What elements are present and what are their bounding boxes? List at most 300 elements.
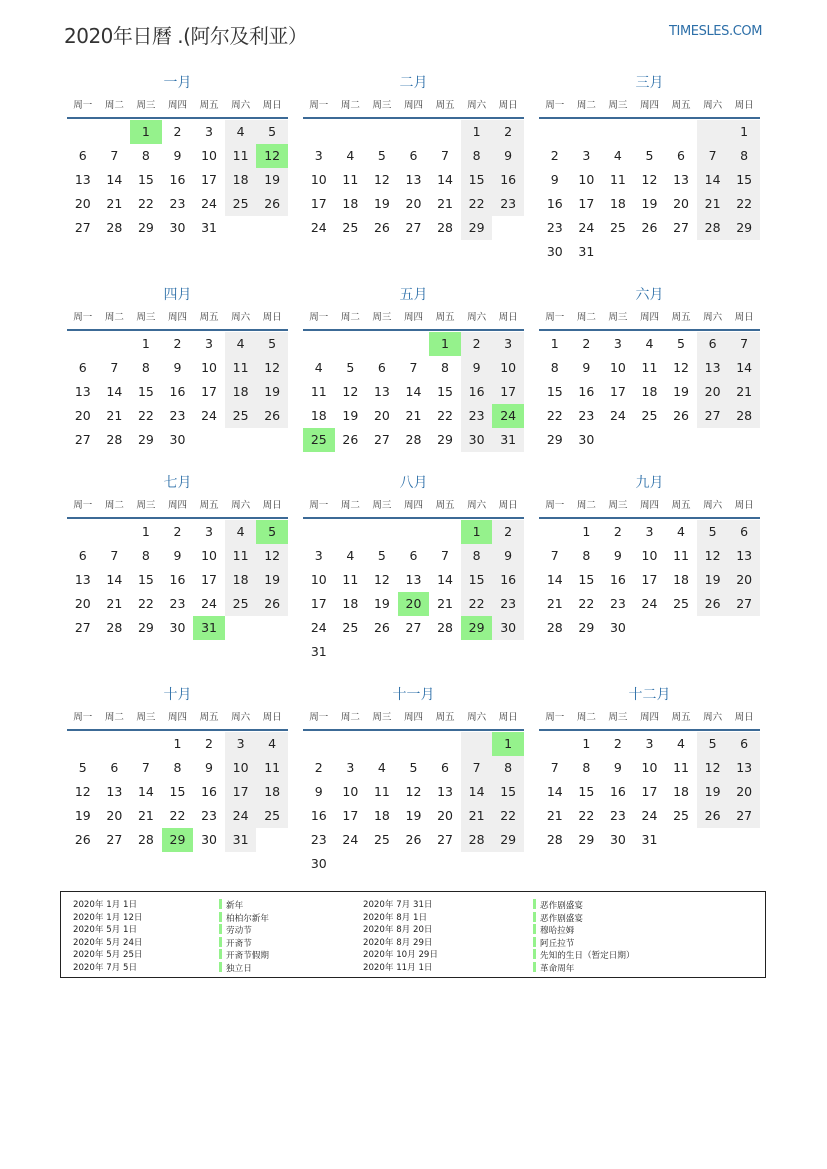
empty-cell [398, 120, 430, 144]
weekday-label: 周三 [136, 712, 156, 723]
days-grid [303, 120, 524, 240]
weekday-header [67, 494, 288, 519]
day-cell: 3 [613, 336, 622, 351]
days-grid [67, 120, 288, 240]
weekday-label: 周六 [467, 100, 487, 111]
day-cell: 21 [437, 196, 453, 211]
holiday-day-cell: 24 [492, 404, 524, 428]
weekday-label: 周一 [309, 500, 329, 511]
weekday-label: 周一 [545, 312, 565, 323]
day-cell: 30 [609, 832, 626, 847]
day-cell: 9 [613, 548, 622, 563]
weekday-label: 周六 [231, 312, 251, 323]
holiday-color-marker [533, 949, 536, 959]
day-cell: 20 [728, 780, 760, 804]
day-cell: 12 [373, 172, 390, 187]
day-cell: 26 [256, 192, 288, 216]
day-cell: 24 [578, 220, 595, 235]
day-cell: 4 [645, 336, 654, 351]
day-cell: 2 [205, 736, 213, 751]
day-cell: 11 [225, 144, 257, 168]
day-cell: 26 [74, 832, 91, 847]
day-cell: 20 [74, 408, 91, 423]
empty-cell [99, 520, 131, 544]
day-cell: 5 [645, 148, 654, 163]
day-cell: 6 [441, 760, 449, 775]
day-cell: 15 [461, 568, 493, 592]
holiday-day-cell: 29 [461, 616, 493, 640]
day-cell: 24 [342, 832, 359, 847]
day-cell: 10 [201, 548, 217, 563]
day-cell: 6 [78, 548, 87, 563]
day-cell: 15 [546, 384, 563, 399]
day-cell: 26 [641, 220, 658, 235]
day-cell: 9 [173, 360, 182, 375]
weekday-header [303, 306, 524, 331]
day-cell: 22 [137, 596, 154, 611]
day-cell: 16 [461, 380, 493, 404]
day-cell: 16 [492, 168, 524, 192]
day-cell: 14 [546, 572, 563, 587]
legend-date: 2020年 7月 31日 [363, 900, 433, 910]
month-block [67, 284, 288, 452]
day-cell: 17 [342, 808, 359, 823]
weekday-label: 周日 [734, 100, 754, 111]
day-cell: 25 [225, 192, 257, 216]
day-cell: 3 [645, 524, 654, 539]
weekday-label: 周五 [435, 312, 455, 323]
weekday-label: 周三 [608, 712, 628, 723]
day-cell: 16 [609, 572, 626, 587]
day-cell: 20 [728, 568, 760, 592]
empty-cell [602, 120, 634, 144]
day-cell: 3 [314, 548, 323, 563]
day-cell: 8 [582, 760, 591, 775]
weekday-label: 周三 [608, 500, 628, 511]
day-cell: 9 [314, 784, 323, 799]
day-cell: 22 [137, 196, 154, 211]
weekday-label: 周二 [104, 100, 124, 111]
day-cell: 23 [546, 220, 563, 235]
day-cell: 28 [106, 432, 123, 447]
weekday-label: 周三 [372, 500, 392, 511]
day-cell: 10 [641, 548, 658, 563]
day-cell: 24 [641, 808, 658, 823]
day-cell: 13 [405, 172, 422, 187]
legend-holiday-name: 柏柏尔新年 [226, 913, 269, 924]
days-grid [303, 520, 524, 664]
day-cell: 20 [405, 196, 422, 211]
empty-cell [429, 120, 461, 144]
month-name: 十月 [163, 687, 192, 703]
day-cell: 23 [310, 832, 327, 847]
day-cell: 14 [137, 784, 154, 799]
weekday-label: 周二 [340, 312, 360, 323]
legend-date: 2020年 10月 29日 [363, 950, 438, 961]
day-cell: 22 [728, 192, 760, 216]
day-cell: 30 [310, 856, 327, 871]
days-grid [539, 120, 760, 264]
day-cell: 22 [437, 408, 453, 423]
holiday-day-cell: 31 [193, 616, 225, 640]
holiday-color-marker [533, 937, 536, 947]
holiday-day-cell: 12 [256, 144, 288, 168]
day-cell: 9 [461, 356, 493, 380]
weekday-header [67, 306, 288, 331]
empty-cell [398, 732, 430, 756]
month-block [303, 284, 524, 452]
day-cell: 20 [106, 808, 123, 823]
day-cell: 22 [461, 192, 493, 216]
holiday-day-cell: 1 [492, 732, 524, 756]
holiday-day-cell: 1 [130, 120, 162, 144]
weekday-label: 周二 [104, 500, 124, 511]
day-cell: 9 [492, 544, 524, 568]
day-cell: 30 [492, 616, 524, 640]
day-cell: 13 [673, 172, 689, 187]
holiday-day-cell: 25 [303, 428, 335, 452]
empty-cell [335, 732, 367, 756]
day-cell: 6 [677, 148, 685, 163]
weekday-label: 周三 [372, 312, 392, 323]
day-cell: 9 [173, 548, 182, 563]
day-cell: 25 [609, 220, 626, 235]
day-cell: 18 [225, 568, 257, 592]
day-cell: 6 [728, 520, 760, 544]
legend-date: 2020年 5月 1日 [73, 925, 138, 936]
empty-cell [99, 332, 131, 356]
day-cell: 14 [405, 384, 422, 399]
empty-cell [130, 732, 162, 756]
weekday-label: 周二 [104, 312, 124, 323]
legend-holiday-name: 阿丘拉节 [540, 938, 575, 949]
day-cell: 27 [405, 620, 422, 635]
empty-cell [539, 732, 571, 756]
empty-cell [99, 732, 131, 756]
weekday-label: 周六 [467, 312, 487, 323]
day-cell: 18 [342, 596, 359, 611]
legend-date: 2020年 8月 1日 [363, 912, 428, 923]
legend-holiday-name: 独立日 [226, 963, 252, 974]
day-cell: 24 [609, 408, 626, 423]
weekday-label: 周二 [576, 100, 596, 111]
day-cell: 13 [728, 544, 760, 568]
month-name: 六月 [635, 287, 664, 303]
weekday-label: 周一 [73, 712, 93, 723]
day-cell: 24 [225, 804, 257, 828]
day-cell: 11 [256, 756, 288, 780]
weekday-label: 周六 [467, 500, 487, 511]
day-cell: 14 [546, 784, 563, 799]
day-cell: 30 [578, 432, 595, 447]
day-cell: 26 [697, 592, 729, 616]
day-cell: 26 [256, 592, 288, 616]
weekday-label: 周五 [199, 100, 219, 111]
weekday-label: 周六 [703, 312, 723, 323]
days-grid [303, 732, 524, 876]
day-cell: 17 [201, 572, 217, 587]
brand-logo[interactable]: TIMESLES.COM [669, 24, 763, 39]
day-cell: 29 [461, 216, 493, 240]
empty-cell [303, 120, 335, 144]
day-cell: 12 [697, 756, 729, 780]
day-cell: 7 [550, 760, 559, 775]
day-cell: 6 [697, 332, 729, 356]
day-cell: 14 [697, 168, 729, 192]
day-cell: 8 [461, 144, 493, 168]
month-name: 五月 [399, 287, 428, 303]
day-cell: 30 [169, 432, 186, 447]
day-cell: 8 [461, 544, 493, 568]
day-cell: 27 [697, 404, 729, 428]
empty-cell [429, 732, 461, 756]
day-cell: 31 [641, 832, 658, 847]
weekday-label: 周四 [639, 312, 659, 323]
month-name: 十二月 [628, 687, 671, 703]
holiday-legend [60, 891, 766, 978]
empty-cell [539, 120, 571, 144]
day-cell: 1 [550, 336, 559, 351]
day-cell: 31 [492, 428, 524, 452]
weekday-label: 周二 [576, 500, 596, 511]
day-cell: 23 [578, 408, 595, 423]
weekday-label: 周日 [262, 100, 282, 111]
day-cell: 5 [256, 332, 288, 356]
day-cell: 10 [578, 172, 595, 187]
legend-holiday-name: 恶作剧盛宴 [540, 901, 583, 911]
weekday-label: 周一 [545, 500, 565, 511]
day-cell: 7 [141, 760, 150, 775]
weekday-label: 周四 [403, 712, 423, 723]
day-cell: 13 [405, 572, 422, 587]
weekday-label: 周三 [608, 312, 628, 323]
day-cell: 1 [173, 736, 182, 751]
month-name: 九月 [635, 475, 664, 491]
legend-holiday-name: 穆哈拉姆 [540, 926, 575, 937]
day-cell: 22 [137, 408, 154, 423]
day-cell: 8 [728, 144, 760, 168]
day-cell: 19 [74, 808, 91, 823]
day-cell: 11 [342, 572, 359, 587]
holiday-color-marker [533, 899, 536, 909]
holiday-day-cell: 5 [256, 520, 288, 544]
day-cell: 29 [137, 432, 154, 447]
empty-cell [429, 520, 461, 544]
legend-holiday-name: 开斋节假期 [226, 951, 269, 962]
day-cell: 13 [106, 784, 123, 799]
day-cell: 12 [405, 784, 422, 799]
day-cell: 10 [310, 172, 327, 187]
month-name: 七月 [163, 475, 192, 491]
day-cell: 4 [377, 760, 386, 775]
empty-cell [335, 520, 367, 544]
day-cell: 19 [697, 780, 729, 804]
day-cell: 20 [673, 196, 689, 211]
weekday-label: 周四 [639, 500, 659, 511]
day-cell: 12 [256, 544, 288, 568]
holiday-color-marker [219, 924, 222, 934]
day-cell: 28 [697, 216, 729, 240]
legend-entry [533, 924, 635, 937]
empty-cell [99, 120, 131, 144]
legend-entry [219, 937, 269, 950]
day-cell: 12 [673, 360, 689, 375]
day-cell: 17 [201, 172, 217, 187]
day-cell: 27 [373, 432, 390, 447]
weekday-label: 周日 [498, 312, 518, 323]
weekday-label: 周四 [403, 312, 423, 323]
legend-entry [533, 962, 635, 975]
day-cell: 27 [74, 220, 91, 235]
day-cell: 9 [205, 760, 213, 775]
empty-cell [398, 332, 430, 356]
weekday-header [67, 706, 288, 731]
day-cell: 27 [405, 220, 422, 235]
day-cell: 25 [225, 592, 257, 616]
day-cell: 29 [437, 432, 453, 447]
legend-entry [219, 924, 269, 937]
day-cell: 16 [492, 568, 524, 592]
weekday-label: 周六 [467, 712, 487, 723]
calendar-grid [67, 72, 760, 882]
day-cell: 3 [205, 336, 213, 351]
empty-cell [634, 120, 666, 144]
day-cell: 8 [141, 148, 150, 163]
day-cell: 19 [697, 568, 729, 592]
weekday-label: 周三 [608, 100, 628, 111]
day-cell: 26 [373, 620, 390, 635]
day-cell: 2 [613, 524, 622, 539]
day-cell: 23 [169, 596, 186, 611]
month-block [539, 684, 760, 852]
weekday-label: 周一 [73, 312, 93, 323]
day-cell: 5 [377, 548, 386, 563]
weekday-label: 周六 [703, 500, 723, 511]
weekday-label: 周五 [435, 500, 455, 511]
day-cell: 2 [613, 736, 622, 751]
day-cell: 13 [728, 756, 760, 780]
day-cell: 8 [492, 756, 524, 780]
day-cell: 25 [342, 620, 359, 635]
day-cell: 24 [310, 620, 327, 635]
day-cell: 9 [613, 760, 622, 775]
day-cell: 25 [225, 404, 257, 428]
days-grid [539, 520, 760, 640]
weekday-label: 周二 [340, 500, 360, 511]
day-cell: 21 [697, 192, 729, 216]
day-cell: 6 [728, 732, 760, 756]
empty-cell [303, 332, 335, 356]
weekday-label: 周五 [199, 312, 219, 323]
day-cell: 1 [582, 736, 591, 751]
day-cell: 29 [137, 220, 154, 235]
day-cell: 31 [225, 828, 257, 852]
legend-names-left [219, 899, 269, 975]
legend-holiday-name: 开斋节 [226, 938, 252, 949]
month-block [67, 472, 288, 640]
day-cell: 18 [641, 384, 658, 399]
day-cell: 12 [74, 784, 91, 799]
day-cell: 2 [461, 332, 493, 356]
holiday-color-marker [533, 924, 536, 934]
day-cell: 2 [173, 124, 182, 139]
day-cell: 11 [225, 356, 257, 380]
day-cell: 23 [169, 196, 186, 211]
day-cell: 28 [728, 404, 760, 428]
day-cell: 4 [225, 332, 257, 356]
empty-cell [366, 332, 398, 356]
weekday-header [539, 94, 760, 119]
page-title: 2020年日曆 .(阿尔及利亚） [64, 24, 308, 48]
day-cell: 3 [645, 736, 654, 751]
day-cell: 14 [728, 356, 760, 380]
weekday-label: 周日 [498, 712, 518, 723]
day-cell: 14 [437, 572, 453, 587]
day-cell: 23 [201, 808, 217, 823]
day-cell: 14 [437, 172, 453, 187]
day-cell: 10 [609, 360, 626, 375]
day-cell: 7 [110, 548, 119, 563]
day-cell: 3 [492, 332, 524, 356]
day-cell: 29 [137, 620, 154, 635]
legend-entry [219, 912, 269, 925]
day-cell: 20 [437, 808, 453, 823]
day-cell: 6 [409, 548, 418, 563]
day-cell: 29 [578, 832, 595, 847]
legend-entry [533, 949, 635, 962]
day-cell: 8 [173, 760, 182, 775]
day-cell: 15 [461, 168, 493, 192]
days-grid [67, 520, 288, 640]
weekday-label: 周日 [734, 500, 754, 511]
month-name: 一月 [163, 75, 192, 91]
day-cell: 19 [342, 408, 359, 423]
empty-cell [461, 732, 493, 756]
weekday-label: 周日 [498, 500, 518, 511]
day-cell: 4 [677, 736, 685, 751]
day-cell: 19 [256, 380, 288, 404]
day-cell: 12 [697, 544, 729, 568]
day-cell: 17 [201, 384, 217, 399]
day-cell: 9 [550, 172, 559, 187]
weekday-label: 周二 [576, 712, 596, 723]
day-cell: 21 [546, 808, 563, 823]
day-cell: 22 [578, 808, 595, 823]
day-cell: 15 [169, 784, 186, 799]
day-cell: 17 [641, 784, 658, 799]
day-cell: 21 [106, 596, 123, 611]
day-cell: 11 [373, 784, 390, 799]
weekday-label: 周三 [372, 100, 392, 111]
day-cell: 3 [346, 760, 355, 775]
day-cell: 28 [437, 620, 453, 635]
day-cell: 30 [461, 428, 493, 452]
day-cell: 10 [492, 356, 524, 380]
weekday-label: 周一 [545, 100, 565, 111]
holiday-day-cell: 20 [398, 592, 430, 616]
weekday-label: 周二 [340, 712, 360, 723]
day-cell: 10 [201, 148, 217, 163]
weekday-label: 周六 [231, 500, 251, 511]
day-cell: 6 [377, 360, 386, 375]
day-cell: 3 [205, 124, 213, 139]
day-cell: 28 [106, 220, 123, 235]
holiday-color-marker [533, 962, 536, 972]
weekday-label: 周五 [199, 500, 219, 511]
day-cell: 6 [78, 360, 87, 375]
month-block [539, 72, 760, 264]
day-cell: 8 [582, 548, 591, 563]
